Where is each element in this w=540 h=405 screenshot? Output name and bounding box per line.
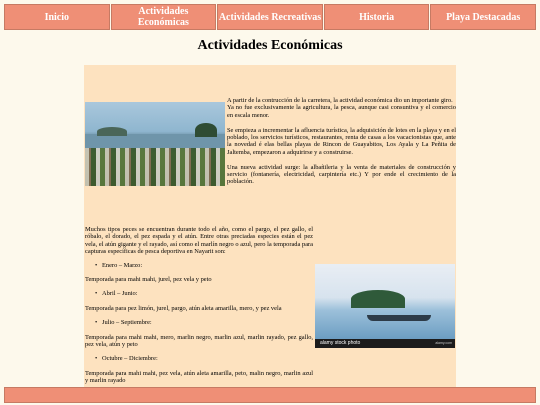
stock-caption: alamy stock photo [320,340,361,346]
season-species: Temporada para mahi mahi, jurel, pez vela y peto [85,276,212,284]
nav-actividades-economicas[interactable] [111,4,217,30]
season-list-4 [85,355,313,362]
season-list-3 [85,319,313,326]
page-title: Actividades Económicas [197,38,343,53]
nav-playa-destacadas-label: Playa Destacadas [446,11,521,23]
season-species: Temporada para pez limón, jurel, pargo, atún aleta amarilla, mero, y pez vela [85,304,282,312]
nav-actividades-recreativas[interactable] [217,4,323,30]
nav-historia-label: Historia [359,11,395,23]
fishing-intro: Muchos tipos peces se encuentran durante todo el año, como el pargo, el pez gallo, el róbalo, el dorado, el pez espada y el atún. Entre otras preciadas especies están el pez vela, el atún gigante y el rayado, así como el marlín negro o azul, pero la temporada para capturas específicas de pesca deportiva en Nayarit son: [85,226,313,256]
season-period: • Octubre – Diciembre: [102,355,313,362]
season-period: • Abril – Junio: [102,290,313,297]
stock-caption-bar [315,339,455,348]
footer-bar [4,387,536,403]
intro-paragraph-3: Una nueva actividad surge: la albañileria y la venta de materiales de construcción y servicio (fontanería, electricidad, carpintería etc.) Y por ende el crecimiento de la población. [227,163,456,186]
season-list-2 [85,290,313,297]
season-species: Temporada para mahi mahi, pez vela, atún aleta amarilla, peto, malin negro, marlin azul y marlin rayado [85,369,313,385]
main-nav [4,4,536,30]
season-period: • Enero – Marzo: [102,262,313,269]
island-photo [315,264,455,348]
intro-paragraph-2: Se empieza a incrementar la afluencia turística, la adquisición de lotes en la playa y en el poblado, los servicios turísticos, restaurantes, renta de casas a los vacacionistas que, ante la novedad é elas bellas playas de Rincon de Guayabitos, Los Ayala y La Peñita de Jaltemba, empezaron a adquirirse y a construirse. [227,126,456,156]
intro-paragraph-1 [227,97,456,119]
intro-text [227,97,456,193]
intro-p1: A partir de la contrucción de la carretera, la actividad económica dio un importante giro. [227,97,453,104]
fishing-section [85,226,313,392]
season-period: • Julio – Septiembre: [102,319,313,326]
season-species: Temporada para mahi mahi, mero, marlin negro, marlin azul, marlin rayado, pez gallo, pez vela, atún y peto [85,333,313,349]
nav-inicio[interactable] [4,4,110,30]
nav-inicio-label: Inicio [44,11,70,23]
nav-historia[interactable] [324,4,430,30]
town-photo-headland [97,127,127,136]
season-list-1 [85,262,313,269]
town-photo-island [195,123,217,137]
intro-p2: Ya no fue exclusivamente la agricultura, la pesca, aunque casi consuntiva y el comercio en escala menor. [227,104,456,119]
nav-playa-destacadas[interactable] [430,4,536,30]
town-photo [85,102,225,186]
town-photo-houses [85,148,225,186]
island-photo-island [351,290,405,308]
nav-actividades-recreativas-label: Actividades Recreativas [218,11,322,23]
island-photo-boat [367,315,431,321]
stock-id: alamy.com [435,341,452,345]
nav-actividades-economicas-label-1: Actividades [138,6,189,17]
nav-actividades-economicas-label-2: Económicas [137,17,189,28]
